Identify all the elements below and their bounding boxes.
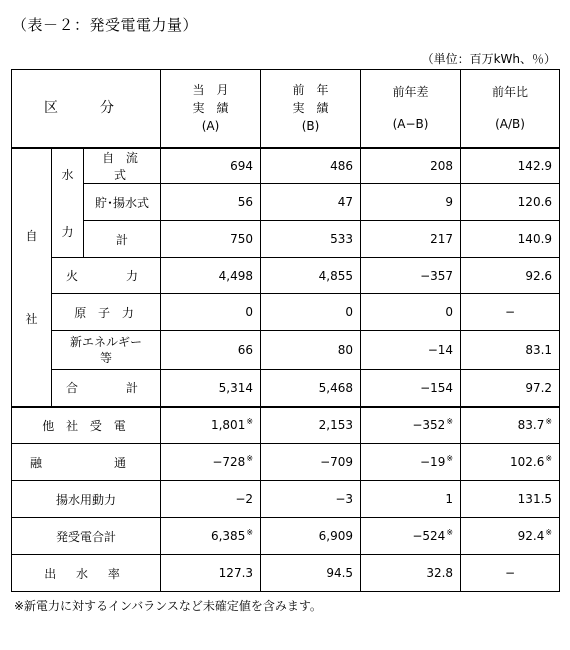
table-row	[12, 555, 560, 592]
row-label: 発受電合計	[12, 518, 161, 555]
value-diff: −352※	[361, 407, 461, 444]
value-ratio: 97.2	[461, 370, 560, 407]
value-diff: −357	[361, 258, 461, 294]
value-ratio: −	[461, 555, 560, 592]
value-ratio: 102.6※	[461, 444, 560, 481]
value-b: 533	[261, 221, 361, 258]
table-row	[12, 518, 560, 555]
value-b: 0	[261, 294, 361, 331]
row-label: 他 社 受 電	[12, 407, 161, 444]
value-ratio: −	[461, 294, 560, 331]
header-category: 区 分	[12, 70, 161, 148]
value-a: 1,801※	[161, 407, 261, 444]
table-row	[12, 370, 560, 407]
value-ratio: 131.5	[461, 481, 560, 518]
group-jisha: 自 社	[12, 148, 52, 407]
value-diff: −524※	[361, 518, 461, 555]
value-b: 94.5	[261, 555, 361, 592]
value-a: 6,385※	[161, 518, 261, 555]
row-label: 揚水用動力	[12, 481, 161, 518]
value-ratio: 140.9	[461, 221, 560, 258]
row-label: 計	[84, 221, 161, 258]
value-a: −728※	[161, 444, 261, 481]
value-a: −2	[161, 481, 261, 518]
value-a: 5,314	[161, 370, 261, 407]
value-ratio: 92.4※	[461, 518, 560, 555]
value-a: 0	[161, 294, 261, 331]
header-row	[12, 70, 560, 148]
power-table	[11, 69, 560, 592]
value-ratio: 83.7※	[461, 407, 560, 444]
row-label: 火 力	[52, 258, 161, 294]
value-b: 80	[261, 331, 361, 370]
row-label: 出 水 率	[12, 555, 161, 592]
value-b: 5,468	[261, 370, 361, 407]
value-diff: −14	[361, 331, 461, 370]
table-title: （表－２：発受電電力量）	[12, 16, 199, 34]
value-b: 2,153	[261, 407, 361, 444]
value-ratio: 92.6	[461, 258, 560, 294]
header-ratio: 前年比 (A/B)	[461, 70, 560, 148]
group-suiryoku: 水 力	[52, 148, 84, 258]
value-diff: 1	[361, 481, 461, 518]
value-ratio: 120.6	[461, 184, 560, 221]
unit-label: （単位：百万kWh、％）	[421, 52, 556, 66]
value-a: 56	[161, 184, 261, 221]
table-row	[12, 407, 560, 444]
value-diff: 9	[361, 184, 461, 221]
value-b: 486	[261, 148, 361, 184]
table-row	[12, 444, 560, 481]
row-label: 融 通	[12, 444, 161, 481]
row-label: 自 流 式	[84, 148, 161, 184]
table-row	[12, 331, 560, 370]
value-diff: 217	[361, 221, 461, 258]
row-label: 原 子 力	[52, 294, 161, 331]
value-a: 127.3	[161, 555, 261, 592]
footnote: ※新電力に対するインバランスなど未確定値を含みます。	[14, 599, 322, 613]
header-current-month: 当 月 実 績 (A)	[161, 70, 261, 148]
row-label: 貯･揚水式	[84, 184, 161, 221]
value-a: 4,498	[161, 258, 261, 294]
row-label: 新エネルギー 等	[52, 331, 161, 370]
value-a: 694	[161, 148, 261, 184]
value-b: −3	[261, 481, 361, 518]
value-b: 4,855	[261, 258, 361, 294]
table-row	[12, 184, 560, 221]
value-diff: 208	[361, 148, 461, 184]
table-row	[12, 258, 560, 294]
table-row	[12, 148, 560, 184]
value-b: 47	[261, 184, 361, 221]
header-prev-year: 前 年 実 績 (B)	[261, 70, 361, 148]
value-diff: 32.8	[361, 555, 461, 592]
value-diff: −19※	[361, 444, 461, 481]
header-diff: 前年差 (A−B)	[361, 70, 461, 148]
table-row	[12, 221, 560, 258]
value-a: 66	[161, 331, 261, 370]
value-b: −709	[261, 444, 361, 481]
row-label: 合 計	[52, 370, 161, 407]
value-diff: −154	[361, 370, 461, 407]
value-a: 750	[161, 221, 261, 258]
value-ratio: 83.1	[461, 331, 560, 370]
value-b: 6,909	[261, 518, 361, 555]
table-row	[12, 294, 560, 331]
table-row	[12, 481, 560, 518]
value-diff: 0	[361, 294, 461, 331]
value-ratio: 142.9	[461, 148, 560, 184]
